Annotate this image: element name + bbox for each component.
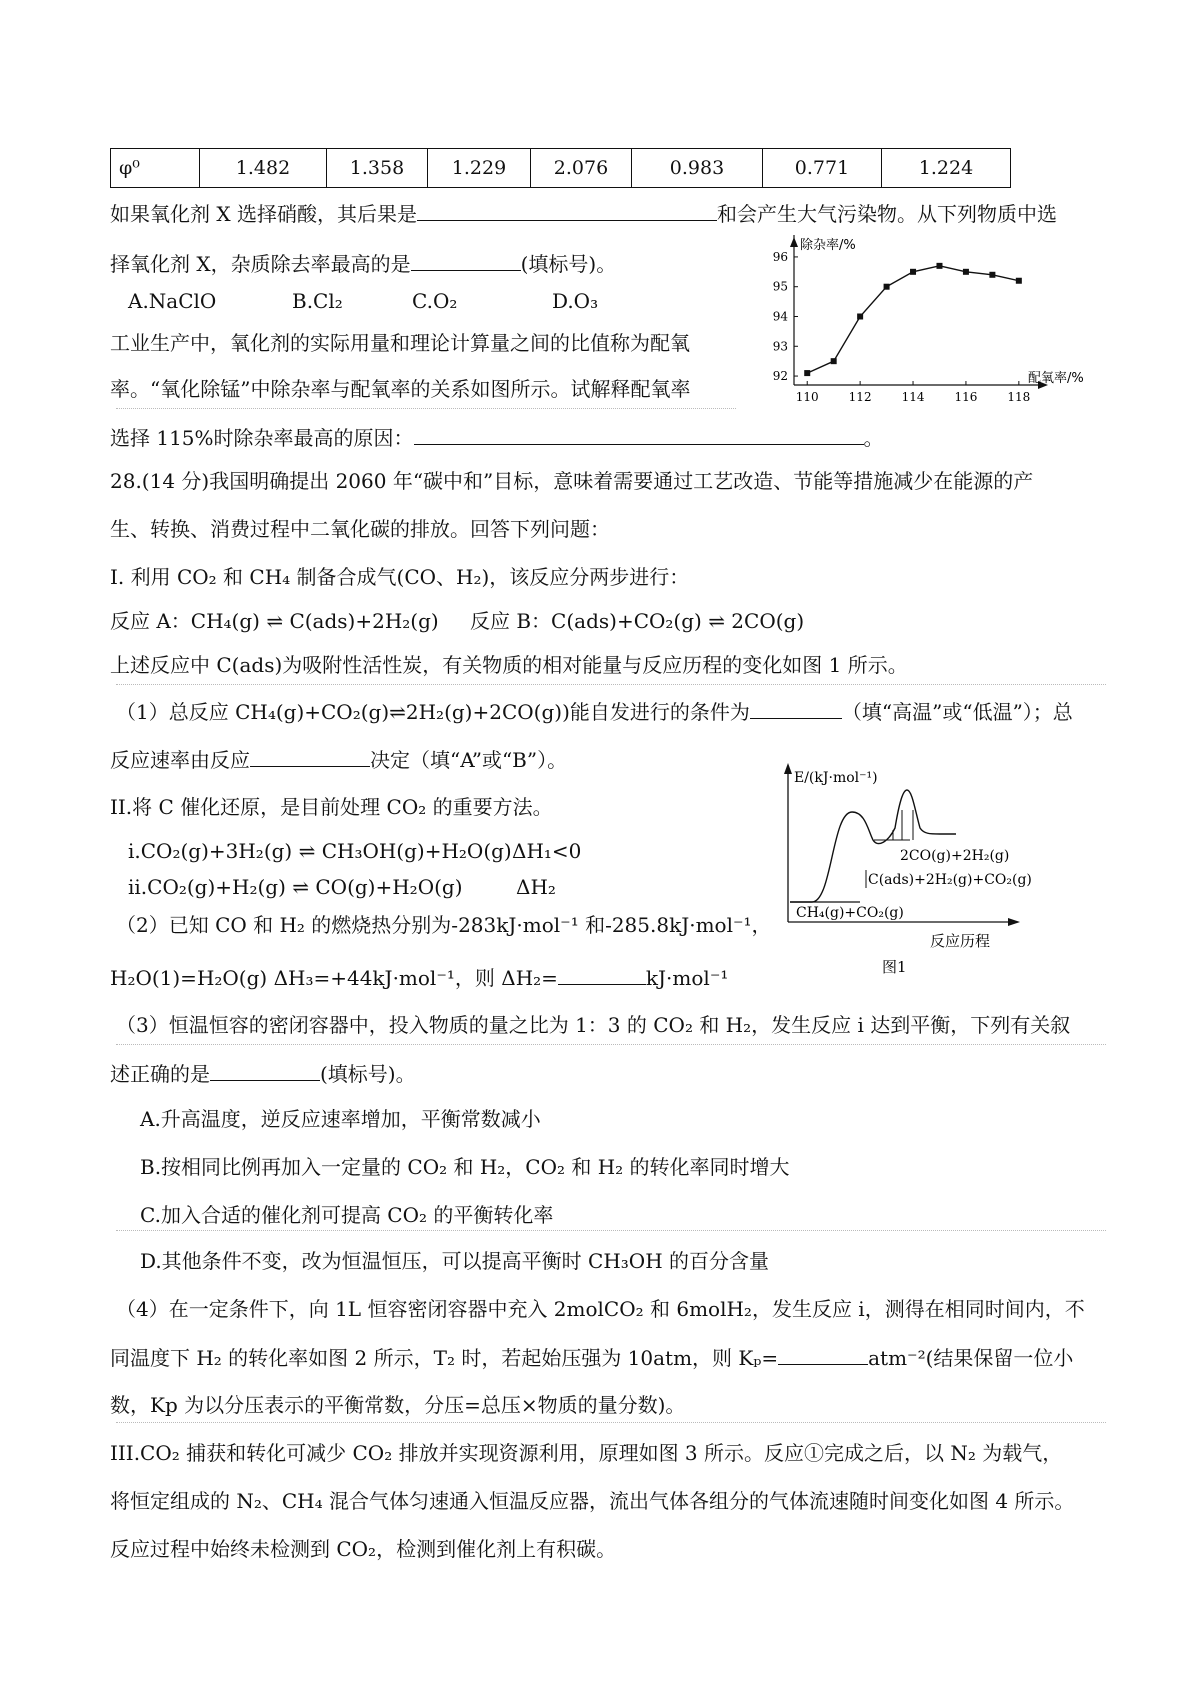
reaction-i: i.CO₂(g)+3H₂(g) ⇌ CH₃OH(g)+H₂O(g) — [128, 839, 512, 863]
table-cell: 1.229 — [428, 149, 531, 188]
q3-option-b: B.按相同比例再加入一定量的 CO₂ 和 H₂，CO₂ 和 H₂ 的转化率同时增大 — [140, 1155, 790, 1179]
x-tick-label: 114 — [901, 390, 925, 404]
y-axis-arrow — [790, 237, 798, 247]
q3-option-a: A.升高温度，逆反应速率增加，平衡常数减小 — [140, 1107, 541, 1131]
divider — [116, 1230, 1106, 1231]
question-4-line2: 同温度下 H₂ 的转化率如图 2 所示，T₂ 时，若起始压强为 10atm，则 Kₚ= atm⁻²(结果保留一位小 — [110, 1346, 1074, 1370]
question-hno3: 如果氧化剂 X 选择硝酸，其后果是 和会产生大气污染物。从下列物质中选 — [110, 202, 1057, 226]
data-point — [884, 284, 890, 290]
data-point — [1016, 278, 1022, 284]
y-axis-label: 除杂率/% — [800, 238, 856, 253]
data-point — [857, 313, 863, 319]
y-tick-label: 92 — [772, 369, 788, 384]
divider — [116, 1422, 1106, 1423]
table-cell: 1.358 — [327, 149, 428, 188]
table-row — [111, 149, 1011, 188]
question-4-line1: （4）在一定条件下，向 1L 恒容密闭容器中充入 2molCO₂ 和 6molH₂，发生反应 i，测得在相同时间内，不 — [116, 1297, 1085, 1321]
level-reactants-label: CH₄(g)+CO₂(g) — [796, 905, 904, 921]
answer-blank[interactable] — [750, 698, 842, 719]
option-b: B.Cl₂ — [292, 289, 343, 313]
divider — [116, 1044, 1106, 1045]
answer-blank[interactable] — [417, 200, 717, 221]
question-3-line1: （3）恒温恒容的密闭容器中，投入物质的量之比为 1：3 的 CO₂ 和 H₂，发生反应 i 达到平衡，下列有关叙 — [116, 1013, 1071, 1037]
section1-title: I. 利用 CO₂ 和 CH₄ 制备合成气(CO、H₂)，该反应分两步进行： — [110, 565, 690, 589]
pei-text-line2: 率。“氧化除锰”中除杂率与配氧率的关系如图所示。试解释配氧率 — [110, 377, 691, 401]
divider — [116, 684, 1106, 685]
y-axis-label: E/(kJ·mol⁻¹) — [794, 770, 878, 786]
divider — [116, 408, 736, 409]
data-point — [831, 358, 837, 364]
x-axis-label: 配氧率/% — [1028, 371, 1084, 386]
x-axis-arrow — [1008, 918, 1020, 926]
q3-option-c: C.加入合适的催化剂可提高 CO₂ 的平衡转化率 — [140, 1203, 554, 1227]
phi-table — [110, 148, 1011, 188]
reaction-a: 反应 A：CH₄(g) ⇌ C(ads)+2H₂(g) — [110, 609, 439, 633]
table-cell: 2.076 — [531, 149, 632, 188]
option-d: D.O₃ — [552, 289, 599, 313]
answer-blank[interactable] — [414, 424, 864, 445]
section3-line1: III.CO₂ 捕获和转化可减少 CO₂ 排放并实现资源利用，原理如图 3 所示。反应①完成之后，以 N₂ 为载气， — [110, 1441, 1063, 1465]
table-cell: 1.224 — [882, 149, 1011, 188]
x-tick-label: 112 — [848, 390, 872, 404]
table-cell: φ⁰ — [111, 149, 200, 188]
x-tick-label: 116 — [954, 390, 978, 404]
table-cell: 0.771 — [763, 149, 882, 188]
answer-blank[interactable] — [411, 250, 521, 271]
question-1-line1: （1）总反应 CH₄(g)+CO₂(g)⇌2H₂(g)+2CO(g))能自发进行的条件为 （填“高温”或“低温”）；总 — [116, 700, 1073, 724]
section2-title: II.将 C 催化还原，是目前处理 CO₂ 的重要方法。 — [110, 795, 553, 819]
data-point — [936, 263, 942, 269]
section3-line3: 反应过程中始终未检测到 CO₂，检测到催化剂上有积碳。 — [110, 1537, 617, 1561]
data-point — [963, 269, 969, 275]
x-tick-label: 118 — [1007, 390, 1031, 404]
answer-blank[interactable] — [250, 746, 370, 767]
reaction-ii: ii.CO₂(g)+H₂(g) ⇌ CO(g)+H₂O(g) — [128, 875, 463, 899]
y-tick-label: 96 — [772, 249, 788, 264]
q28-line1: 28.(14 分)我国明确提出 2060 年“碳中和”目标，意味着需要通过工艺改造、节能等措施减少在能源的产 — [110, 469, 1034, 493]
question-3-line2: 述正确的是 (填标号)。 — [110, 1062, 416, 1086]
answer-blank[interactable] — [210, 1060, 320, 1081]
x-axis-label: 反应历程 — [930, 932, 991, 950]
y-axis-arrow — [784, 763, 792, 774]
y-tick-label: 95 — [772, 279, 788, 294]
y-tick-label: 93 — [772, 339, 788, 354]
series-line — [807, 266, 1019, 373]
data-point — [989, 272, 995, 278]
pei-text-line1: 工业生产中，氧化剂的实际用量和理论计算量之间的比值称为配氧 — [110, 331, 690, 355]
question-1-line2: 反应速率由反应 决定（填“A”或“B”）。 — [110, 748, 568, 772]
q3-option-d: D.其他条件不变，改为恒温恒压，可以提高平衡时 CH₃OH 的百分含量 — [140, 1249, 769, 1273]
removal-rate-chart — [740, 235, 1100, 415]
reaction-i-dh: ΔH₁<0 — [512, 839, 582, 863]
data-point — [804, 370, 810, 376]
question-4-line3: 数，Kp 为以分压表示的平衡常数，分压=总压×物质的量分数)。 — [110, 1393, 686, 1417]
section3-line2: 将恒定组成的 N₂、CH₄ 混合气体匀速通入恒温反应器，流出气体各组分的气体流速随时间变化如图 4 所示。 — [110, 1489, 1075, 1513]
x-tick-label: 110 — [795, 390, 819, 404]
question-2-line2: H₂O(1)=H₂O(g) ΔH₃=+44kJ·mol⁻¹，则 ΔH₂= kJ·mol⁻¹ — [110, 966, 729, 990]
energy-diagram — [770, 760, 1100, 975]
option-a: A.NaClO — [128, 289, 217, 313]
reaction-ii-dh: ΔH₂ — [516, 875, 556, 899]
option-c: C.O₂ — [412, 289, 458, 313]
level-products-label: 2CO(g)+2H₂(g) — [900, 848, 1010, 864]
pei-text-line3: 选择 115%时除杂率最高的原因： 。 — [110, 426, 884, 450]
answer-blank[interactable] — [778, 1344, 868, 1365]
level-intermediate-label: C(ads)+2H₂(g)+CO₂(g) — [868, 872, 1032, 888]
y-tick-label: 94 — [772, 309, 788, 324]
table-cell: 0.983 — [632, 149, 763, 188]
q28-line2: 生、转换、消费过程中二氧化碳的排放。回答下列问题： — [110, 517, 610, 541]
question-2-line1: （2）已知 CO 和 H₂ 的燃烧热分别为-283kJ·mol⁻¹ 和-285.8kJ·mol⁻¹， — [116, 913, 772, 937]
figure-caption: 图1 — [882, 958, 907, 975]
cads-line: 上述反应中 C(ads)为吸附性活性炭，有关物质的相对能量与反应历程的变化如图 1 所示。 — [110, 653, 908, 677]
reaction-b: 反应 B：C(ads)+CO₂(g) ⇌ 2CO(g) — [470, 609, 805, 633]
answer-blank[interactable] — [558, 964, 646, 985]
data-point — [910, 269, 916, 275]
question-select-x: 择氧化剂 X，杂质除去率最高的是 (填标号)。 — [110, 252, 617, 276]
table-cell: 1.482 — [200, 149, 327, 188]
